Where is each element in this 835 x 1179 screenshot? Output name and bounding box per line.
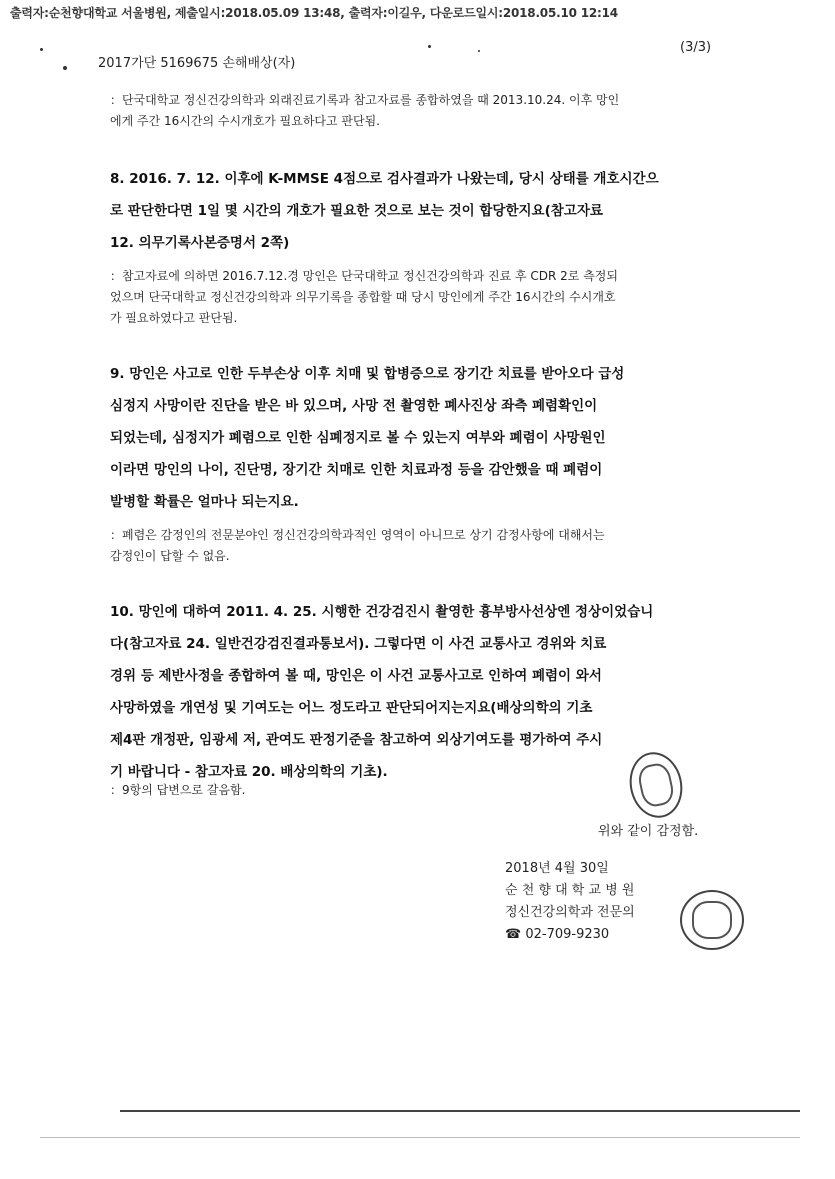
answer-line: ：참고자료에 의하면 2016.7.12.경 망인은 단국대학교 정신건강의학과 진료 후 CDR 2로 측정되 (110, 269, 618, 283)
footer-divider (120, 1110, 800, 1112)
question-line: 기 바랍니다 - 참고자료 20. 배상의학의 기초). (110, 764, 388, 780)
question-line: 이라면 망인의 나이, 진단명, 장기간 치매로 인한 치료과정 등을 감안했을 때 폐렴이 (110, 462, 603, 478)
page-number: (3/3) (680, 40, 712, 55)
answer-line: 가 필요하였다고 판단됨. (110, 311, 238, 325)
question-line: 8. 2016. 7. 12. 이후에 K-MMSE 4점으로 검사결과가 나왔는데, 당시 상태를 개호시간으 (110, 171, 659, 187)
question-8 (110, 163, 762, 259)
signature-phone: 02-709-9230 (525, 927, 610, 942)
question-line: 사망하였을 개연성 및 기여도는 어느 정도라고 판단되어지는지요(배상의학의 기초 (110, 700, 593, 716)
phone-icon: ☎ (505, 927, 522, 942)
question-line: 제4판 개정판, 임광세 저, 관여도 판정기준을 참고하여 외상기여도를 평가하여 주시 (110, 732, 603, 748)
closing-statement: 위와 같이 감정함. (598, 824, 699, 839)
answer-line: 에게 주간 16시간의 수시개호가 필요하다고 판단됨. (110, 114, 380, 128)
question-9 (110, 358, 762, 518)
answer-line: ：9항의 답변으로 갈음함. (110, 783, 246, 797)
footer-faint-line (40, 1137, 800, 1138)
signature-hospital: 순 천 향 대 학 교 병 원 (505, 883, 635, 898)
scan-speck (428, 45, 431, 48)
question-line: 다(참고자료 24. 일반건강검진결과통보서). 그렇다면 이 사건 교통사고 경위와 치료 (110, 636, 607, 652)
answer-8 (110, 266, 740, 329)
signature-block (505, 858, 635, 946)
question-line: 12. 의무기록사본증명서 2쪽) (110, 235, 290, 251)
answer-line: ：단국대학교 정신건강의학과 외래진료기록과 참고자료를 종합하였을 때 2013.10.24. 이후 망인 (110, 93, 620, 107)
answer-line: 감정인이 답할 수 없음. (110, 549, 230, 563)
question-line: 9. 망인은 사고로 인한 두부손상 이후 치매 및 합병증으로 장기간 치료를 받아오다 급성 (110, 366, 625, 382)
scan-speck (478, 50, 480, 52)
answer-line: 었으며 단국대학교 정신건강의학과 의무기록을 종합할 때 당시 망인에게 주간 16시간의 수시개호 (110, 290, 616, 304)
case-number: 2017가단 5169675 손해배상(자) (98, 56, 296, 71)
question-line: 되었는데, 심정지가 폐렴으로 인한 심폐정지로 볼 수 있는지 여부와 폐렴이 사망원인 (110, 430, 606, 446)
question-line: 경위 등 제반사정을 종합하여 볼 때, 망인은 이 사건 교통사고로 인하여 폐렴이 와서 (110, 668, 602, 684)
answer-7 (110, 90, 740, 132)
question-line: 로 판단한다면 1일 몇 시간의 개호가 필요한 것으로 보는 것이 합당한지요(참고자료 (110, 203, 603, 219)
answer-line: ：폐렴은 감정인의 전문분야인 정신건강의학과적인 영역이 아니므로 상기 감정사항에 대해서는 (110, 528, 605, 542)
question-line: 10. 망인에 대하여 2011. 4. 25. 시행한 건강검진시 촬영한 흉부방사선상엔 정상이었습니 (110, 604, 654, 620)
print-info-header: 출력자:순천향대학교 서울병원, 제출일시:2018.05.09 13:48, 출력자:이길우, 다운로드일시:2018.05.10 12:14 (10, 6, 618, 20)
seal-stamp-icon (680, 890, 744, 950)
scan-speck (40, 48, 43, 51)
signature-date: 2018년 4월 30일 (505, 861, 609, 876)
question-line: 심정지 사망이란 진단을 받은 바 있으며, 사망 전 촬영한 폐사진상 좌측 폐렴확인이 (110, 398, 598, 414)
signature-department: 정신건강의학과 전문의 (505, 905, 635, 920)
scan-speck (63, 66, 67, 70)
question-line: 발병할 확률은 얼마나 되는지요. (110, 494, 299, 510)
signature-phone-row (505, 924, 635, 946)
answer-9 (110, 525, 740, 567)
